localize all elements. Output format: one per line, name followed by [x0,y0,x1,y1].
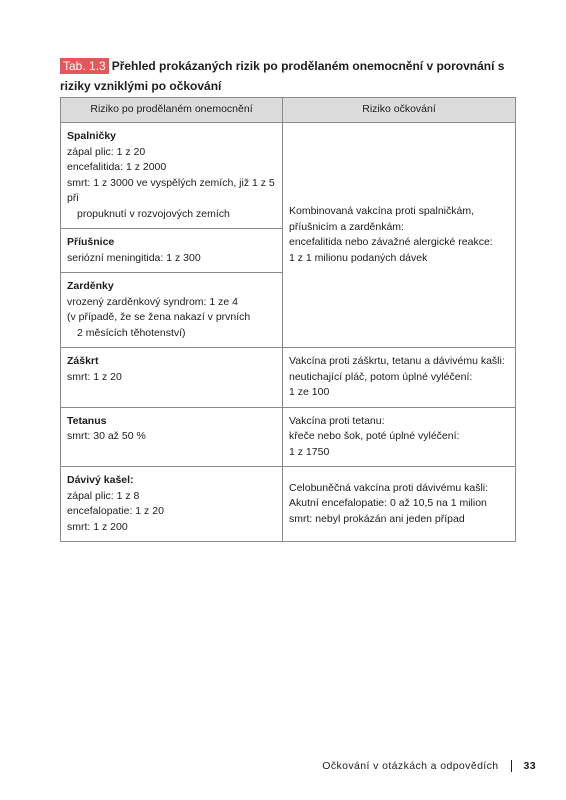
vaccine-cell-mmr [283,123,516,348]
vaccine-line: Vakcína proti záškrtu, tetanu a dávivému kašli: [289,355,505,367]
vaccine-cell-tetanus [283,407,516,467]
vaccine-line: smrt: nebyl prokázán ani jeden případ [289,512,465,525]
disease-name: Záškrt [67,355,99,367]
table-header-row [61,98,516,123]
risk-line: smrt: 1 z 20 [67,370,122,383]
risk-line: zápal plic: 1 z 8 [67,489,140,502]
header-vaccine-risk: Riziko očkování [283,98,516,123]
risk-line: encefalitida: 1 z 2000 [67,161,167,173]
table-number-badge: Tab. 1.3 [60,58,109,74]
disease-name: Příušnice [67,236,115,248]
vaccine-line: Kombinovaná vakcína proti spalničkám, [289,205,475,217]
risk-line: smrt: 1 z 3000 ve vyspělých zemích, již 1 z 5 při [67,176,275,204]
book-title: Očkování v otázkách a odpovědích [322,760,499,772]
risk-line: propuknutí v rozvojových zemích [77,207,230,220]
risk-comparison-table [60,97,516,542]
header-disease-risk: Riziko po prodělaném onemocnění [61,98,283,123]
vaccine-line: Akutní encefalopatie: 0 až 10,5 na 1 milion [289,497,487,510]
risk-line: 2 měsících těhotenství) [77,326,186,339]
risk-line: zápal plic: 1 z 20 [67,145,146,158]
risk-line: seriózní meningitida: 1 z 300 [67,251,201,264]
vaccine-line: křeče nebo šok, poté úplné vyléčení: [289,430,460,442]
disease-name: Spalničky [67,130,117,142]
vaccine-line: Celobuněčná vakcína proti dávivému kašli: [289,481,489,494]
disease-name: Zarděnky [67,280,114,292]
vaccine-line: encefalitida nebo závažné alergické reakce: [289,236,493,248]
disease-cell-pertussis [61,467,283,542]
vaccine-line: 1 z 1750 [289,445,330,458]
page-footer [322,760,536,772]
vaccine-line: příušnicím a zarděnkám: [289,220,404,233]
disease-cell-mumps [61,229,283,273]
vaccine-line: 1 z 1 milionu podaných dávek [289,251,428,264]
table-caption [60,56,516,96]
risk-line: smrt: 30 až 50 % [67,430,146,442]
disease-name: Dávivý kašel: [67,474,134,486]
disease-cell-rubella [61,273,283,348]
vaccine-line: neutichající pláč, potom úplné vyléčení: [289,370,473,383]
table-row [61,467,516,542]
disease-cell-tetanus [61,407,283,467]
table-row [61,407,516,467]
table-title: Přehled prokázaných rizik po prodělaném onemocnění v porovnání s riziky vzniklými po očkování [60,59,505,93]
vaccine-cell-dtp [283,348,516,408]
vaccine-line: 1 ze 100 [289,386,330,398]
risk-line: vrozený zarděnkový syndrom: 1 ze 4 [67,295,238,308]
table-row [61,348,516,408]
risk-line: encefalopatie: 1 z 20 [67,505,164,517]
page-number: 33 [523,760,536,772]
footer-divider [511,760,512,772]
risk-line: (v případě, že se žena nakazí v prvních [67,311,251,323]
disease-name: Tetanus [67,414,107,427]
table-row [61,123,516,229]
disease-cell-diphtheria [61,348,283,408]
vaccine-line: Vakcína proti tetanu: [289,414,385,427]
risk-line: smrt: 1 z 200 [67,520,128,533]
vaccine-cell-pertussis [283,467,516,542]
disease-cell-measles [61,123,283,229]
